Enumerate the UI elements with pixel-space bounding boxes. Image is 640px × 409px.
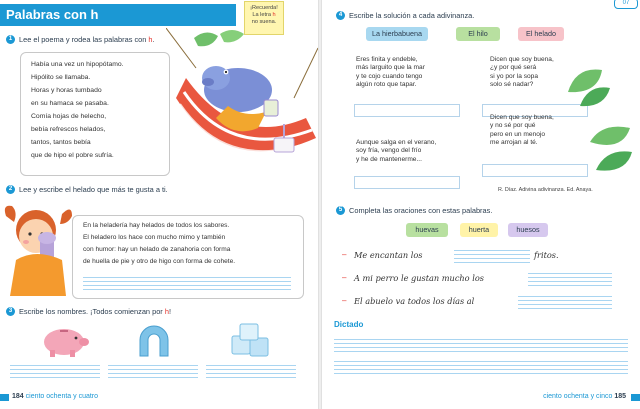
option-hilo: El hilo <box>456 27 500 41</box>
right-footer <box>543 393 626 400</box>
leaves-drawing-top <box>562 62 612 112</box>
activity-3-number: 3 <box>6 307 15 316</box>
horseshoe-drawing <box>134 322 174 358</box>
hippo-hammock-illustration <box>166 28 318 178</box>
note-letter: h <box>272 12 276 18</box>
riddle-3-answer[interactable] <box>354 176 460 189</box>
left-page-number: 184 <box>12 393 24 400</box>
riddle-2 <box>490 56 554 89</box>
activity-1-end: . <box>152 35 155 44</box>
icecream-answer-lines[interactable] <box>83 274 291 292</box>
footer-marker <box>631 394 640 401</box>
note-title: ¡Recuerda! <box>250 5 278 11</box>
poem-line: Comía hojas de helecho, <box>31 113 107 120</box>
text-line: de huella de pie y otro de higo con forma de cohete. <box>83 258 236 265</box>
right-page-words: ciento ochenta y cinco <box>543 393 613 400</box>
sentence-3-start: El abuelo va todos los días al <box>354 296 475 306</box>
poem-line: tantos, tantos bebía <box>31 139 91 146</box>
page-tab: 07 <box>614 0 638 9</box>
sentence-bullet: – <box>342 273 347 282</box>
poem-line: en su hamaca se pasaba. <box>31 100 109 107</box>
option-helado: El helado <box>518 27 564 41</box>
poem-line: que de hipo el pobre sufría. <box>31 152 114 159</box>
girl-icecream-illustration <box>2 198 74 296</box>
sentence-2-start: A mi perro le gustan mucho los <box>354 273 484 283</box>
text-line: con humor: hay un helado de zanahoria con forma <box>83 246 231 253</box>
activity-2-instruction: Lee y escribe el helado que más te gusta a ti. <box>19 185 168 194</box>
left-footer <box>12 393 98 400</box>
riddle-line: me arrojan al té. <box>490 138 538 146</box>
riddle-line: y te cojo cuando tengo <box>356 72 423 80</box>
note-body <box>245 12 283 19</box>
option-huesos: huesos <box>508 223 548 237</box>
sentence-2-blank[interactable] <box>528 270 612 288</box>
note-text: La letra <box>252 12 273 18</box>
page-title: Palabras con h <box>0 4 236 26</box>
activity-4-number: 4 <box>336 11 345 20</box>
option-huevas: huevas <box>406 223 448 237</box>
riddle-4 <box>490 114 554 147</box>
sentence-1-start: Me encantan los <box>354 250 423 260</box>
activity-3-text: Escribe los nombres. ¡Todos comienzan por <box>19 307 165 316</box>
riddle-line: Eres finita y endeble, <box>356 56 418 63</box>
riddle-line: y no sé por qué <box>490 122 536 130</box>
riddle-line: si yo por la sopa <box>490 72 539 80</box>
activity-2-number: 2 <box>6 185 15 194</box>
answer-line-ice[interactable] <box>206 362 296 380</box>
left-page-words: ciento ochenta y cuatro <box>25 393 99 400</box>
poem-line: Había una vez un hipopótamo. <box>31 61 124 68</box>
sentence-1-end: fritos. <box>534 250 559 260</box>
sentence-bullet: – <box>342 296 347 305</box>
poem-line: Hipólito se llamaba. <box>31 74 91 81</box>
activity-1-letter: h <box>148 35 153 44</box>
footer-marker <box>0 394 9 401</box>
hippo-hammock-drawing <box>166 28 318 178</box>
activity-4-instruction: Escribe la solución a cada adivinanza. <box>349 11 475 20</box>
sentence-1-blank[interactable] <box>454 247 530 265</box>
right-page <box>322 0 640 409</box>
riddle-line: y he de mantenerme... <box>356 155 422 163</box>
horseshoe-icon <box>134 322 174 358</box>
riddle-3 <box>356 139 436 164</box>
riddle-line: Dicen que soy buena, <box>490 114 554 121</box>
riddle-line: algún roto que tapar. <box>356 80 417 88</box>
activity-5-instruction: Completa las oraciones con estas palabras. <box>349 206 493 215</box>
text-line: En la heladería hay helados de todos los sabores. <box>83 222 230 229</box>
activity-3-instruction <box>19 307 171 316</box>
activity-3-letter: h <box>164 307 169 316</box>
riddle-1 <box>356 56 425 89</box>
dictation-line-2[interactable] <box>334 358 628 376</box>
right-page-number: 185 <box>614 393 626 400</box>
activity-1-text: Lee el poema y rodea las palabras con <box>19 35 149 44</box>
girl-icecream-drawing <box>2 198 74 296</box>
activity-1-number: 1 <box>6 35 15 44</box>
activity-5-number: 5 <box>336 206 345 215</box>
sentence-bullet: – <box>342 250 347 259</box>
riddle-line: Dicen que soy buena, <box>490 56 554 63</box>
ice-cubes-icon <box>228 322 274 358</box>
option-hierbabuena: La hierbabuena <box>366 27 428 41</box>
leaves-illustration-top <box>562 62 612 112</box>
activity-3-end: ! <box>168 307 172 316</box>
dictation-line-1[interactable] <box>334 336 628 354</box>
piggy-bank-icon <box>38 324 90 358</box>
leaves-illustration-bottom <box>586 122 636 178</box>
option-huerta: huerta <box>460 223 498 237</box>
piggy-bank-drawing <box>38 324 90 358</box>
riddle-line: pero en un menojo <box>490 130 545 138</box>
note-text-end: no suena. <box>251 19 277 25</box>
leaves-drawing-bottom <box>586 122 636 178</box>
ice-cubes-drawing <box>228 322 274 358</box>
activity-1-instruction <box>19 35 155 44</box>
poem-line: bebía refrescos helados, <box>31 126 106 133</box>
riddle-line: soy fría, vengo del frío <box>356 147 422 155</box>
riddle-credit: R. Díaz. Adivina adivinanza. Ed. Anaya. <box>498 187 593 193</box>
left-page <box>0 0 318 409</box>
poem-box <box>20 52 170 176</box>
riddle-1-answer[interactable] <box>354 104 460 117</box>
dictation-title: Dictado <box>334 320 364 329</box>
riddle-line: más larguito que la mar <box>356 64 425 72</box>
riddle-line: ¿y por qué será <box>490 64 537 72</box>
sentence-3-blank[interactable] <box>518 293 612 311</box>
text-line: El heladero los hace con mucho mimo y también <box>83 234 226 241</box>
riddle-line: Aunque salga en el verano, <box>356 139 437 146</box>
riddle-4-answer[interactable] <box>482 164 588 177</box>
answer-line-piggy-bank[interactable] <box>10 362 100 380</box>
icecream-text-box <box>72 215 304 299</box>
poem-line: Horas y horas tumbado <box>31 87 102 94</box>
riddle-line: solo sé nadar? <box>490 80 534 88</box>
answer-line-horseshoe[interactable] <box>108 362 198 380</box>
